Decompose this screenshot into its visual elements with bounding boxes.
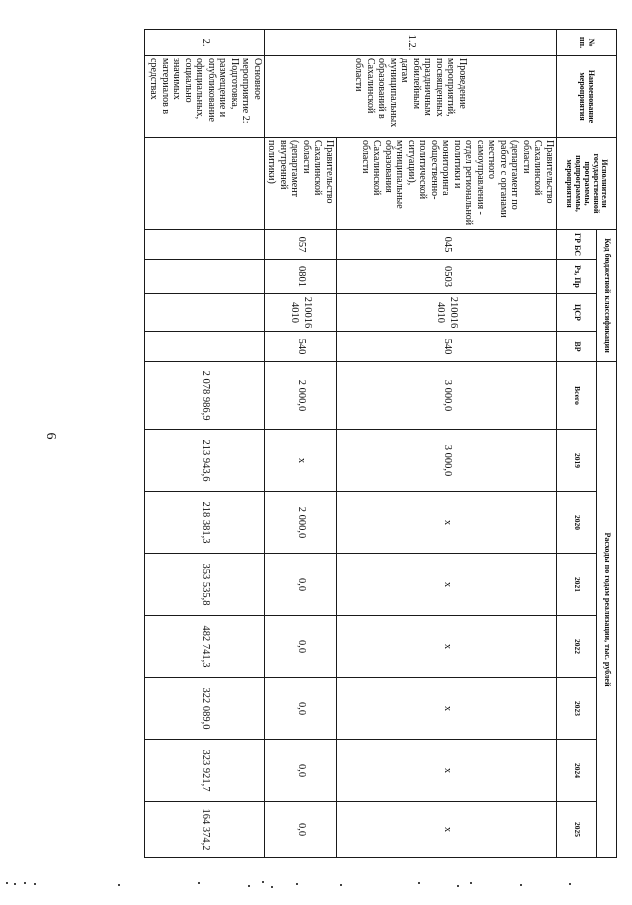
row-2-name: Основное мероприятие 2: Подготовка, размещение и опубликование официальных, социально значимых материалов в средствах xyxy=(145,56,265,138)
row-2-2024: 323 921,7 xyxy=(145,740,265,802)
table-row xyxy=(145,30,265,858)
row-1-2-num: 1.2. xyxy=(265,30,557,56)
row-1-2-e1-csr: 210016 4010 xyxy=(337,294,557,332)
row-1-2-e1-rzpr: 0503 xyxy=(337,260,557,294)
row-1-2-e2-vr: 540 xyxy=(265,332,337,362)
row-2-2023: 322 089,0 xyxy=(145,678,265,740)
header-year-2019: 2019 xyxy=(557,430,597,492)
row-1-2-e1-2023: x xyxy=(337,678,557,740)
header-kbk-vr: ВР xyxy=(557,332,597,362)
row-1-2-executor-2: Правительство Сахалинской области (департамент внутренней политики) xyxy=(265,138,337,230)
row-2-2020: 218 381,3 xyxy=(145,492,265,554)
row-1-2-e2-2023: 0,0 xyxy=(265,678,337,740)
row-1-2-executor-1: Правительство Сахалинской области (департамент по работе с органами местного самоуправления - отдел региональной политики и мониторинга общественно-политической ситуации), муниципальные образования Сахалинской области xyxy=(337,138,557,230)
row-1-2-e2-2022: 0,0 xyxy=(265,616,337,678)
row-2-csr xyxy=(145,294,265,332)
header-executor: Исполнители государственной программы, подпрограммы, мероприятия xyxy=(557,138,617,230)
row-1-2-e1-2020: x xyxy=(337,492,557,554)
row-2-2025: 164 374,2 xyxy=(145,802,265,858)
table-row xyxy=(337,30,557,858)
row-1-2-e2-2021: 0,0 xyxy=(265,554,337,616)
budget-table-rotated xyxy=(147,29,617,857)
header-year-2023: 2023 xyxy=(557,678,597,740)
row-1-2-e1-2024: x xyxy=(337,740,557,802)
page-number: 6 xyxy=(43,432,58,440)
header-year-2022: 2022 xyxy=(557,616,597,678)
row-2-vr xyxy=(145,332,265,362)
row-1-2-e1-2022: x xyxy=(337,616,557,678)
header-num: № пп. xyxy=(557,30,617,56)
row-2-rzpr xyxy=(145,260,265,294)
row-1-2-e2-2024: 0,0 xyxy=(265,740,337,802)
header-kbk-grbs: ГР БС xyxy=(557,230,597,260)
row-1-2-e1-2021: x xyxy=(337,554,557,616)
row-1-2-e2-total: 2 000,0 xyxy=(265,362,337,430)
row-2-2022: 482 741,3 xyxy=(145,616,265,678)
header-name: Наименование мероприятия xyxy=(557,56,617,138)
row-1-2-e1-2025: x xyxy=(337,802,557,858)
row-2-num: 2. xyxy=(145,30,265,56)
header-year-2020: 2020 xyxy=(557,492,597,554)
row-1-2-e2-2025: 0,0 xyxy=(265,802,337,858)
row-1-2-e1-total: 3 000,0 xyxy=(337,362,557,430)
row-1-2-e2-2020: 2 000,0 xyxy=(265,492,337,554)
header-kbk-rzpr: Рз, Пр xyxy=(557,260,597,294)
row-2-2019: 213 943,6 xyxy=(145,430,265,492)
header-kbk-group: Код бюджетной классификации xyxy=(597,230,617,362)
header-kbk-csr: ЦСР xyxy=(557,294,597,332)
header-year-2021: 2021 xyxy=(557,554,597,616)
table-row xyxy=(265,30,337,858)
row-2-2021: 353 535,8 xyxy=(145,554,265,616)
row-1-2-e2-csr: 210016 4010 xyxy=(265,294,337,332)
row-1-2-e1-2019: 3 000,0 xyxy=(337,430,557,492)
row-1-2-e2-2019: x xyxy=(265,430,337,492)
header-year-2024: 2024 xyxy=(557,740,597,802)
header-year-total: Всего xyxy=(557,362,597,430)
row-2-executor xyxy=(145,138,265,230)
row-2-grbs xyxy=(145,230,265,260)
row-1-2-e2-rzpr: 0801 xyxy=(265,260,337,294)
row-1-2-e1-vr: 540 xyxy=(337,332,557,362)
row-1-2-e2-grbs: 057 xyxy=(265,230,337,260)
row-2-total: 2 078 986,9 xyxy=(145,362,265,430)
row-1-2-name: Проведение мероприятий, посвященных праздничным юбилейным датам муниципальных образований в Сахалинской области xyxy=(265,56,557,138)
row-1-2-e1-grbs: 045 xyxy=(337,230,557,260)
scan-noise xyxy=(0,872,632,902)
header-expenses-group: Расходы по годам реализации, тыс. рублей xyxy=(597,362,617,858)
budget-table xyxy=(144,29,617,858)
header-year-2025: 2025 xyxy=(557,802,597,858)
